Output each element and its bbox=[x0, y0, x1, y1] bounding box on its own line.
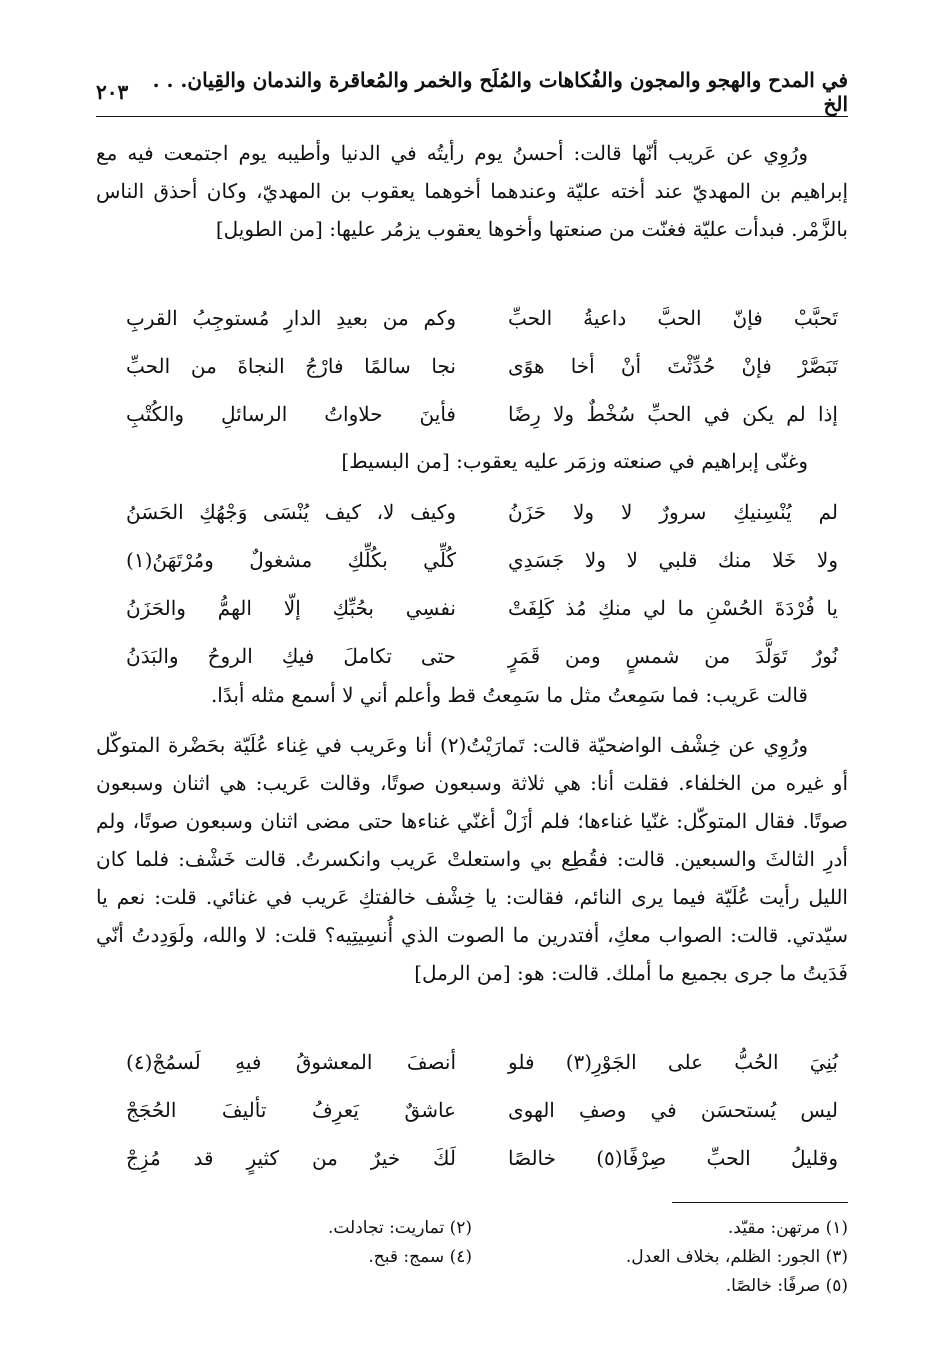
footnote: (٣) الجور: الظلم، بخلاف العدل. bbox=[625, 1247, 848, 1267]
header-title: في المدح والهجو والمجون والفُكاهات والمُلَح والخمر والمُعاقرة والندمان والقِيان. . . الخ bbox=[152, 68, 848, 116]
verse-first-hemistich: ليس يُستحسَن في وصفِ الهوى bbox=[508, 1098, 838, 1122]
verse-first-hemistich: بُنِيَ الحُبُّ على الجَوْرِ(٣) فلو bbox=[508, 1050, 838, 1074]
verse-line bbox=[96, 390, 848, 438]
footnote-rule bbox=[672, 1202, 848, 1203]
verse-line bbox=[96, 584, 848, 632]
footnote-row bbox=[96, 1243, 848, 1272]
verse-first-hemistich: تَحبَّبْ فإنّ الحبَّ داعيةُ الحبِّ bbox=[508, 306, 838, 330]
paragraph-3: قالت عَريب: فما سَمِعتُ مثل ما سَمِعتُ قط وأعلم أني لا أسمع مثله أبدًا. bbox=[210, 683, 808, 707]
verse-second-hemistich: لَكَ خيرٌ من كثيرٍ قد مُزِجْ bbox=[126, 1146, 456, 1170]
paragraph-4: ورُوِي عن خِشْف الواضحيّة قالت: تَمارَيْتُ(٢) أنا وعَريب في غِناء عُلَيّة بحَضْرة المتوكّل أو غيره من الخلفاء. فقلت أنا: هي ثلاثة وسبعون صوتًا، وقالت عَريب: هي اثنان وسبعون صوتًا. فقال المتوكّل: غنّيا غناءها؛ فلم أزَلْ أغنّي غناءها حتى مضى اثنان وسبعون صوتًا، ولم أدرِ الثالثَ والسبعين. قالت: فقُطِع بي واستعلتْ عَريب وانكسرتُ. قالت خَشْف: فلما كان الليل رأيت عُلَيّة فيما يرى النائم، فقالت: يا خِشْف خالفتكِ عَريب في غنائي. قلت: نعم يا سيّدتي. قالت: الصواب معكِ، أفتدرين ما الصوت الذي أُنسِيتِيه؟ قلت: لا والله، ولَوَدِدتُ أنّي فَدَيتُ ما جرى بجميع ما أملك. قالت: هو: [من الرمل] bbox=[96, 733, 848, 985]
verse-second-hemistich: نجا سالمًا فارْجُ النجاةَ من الحبِّ bbox=[126, 354, 456, 378]
verse-line bbox=[96, 1086, 848, 1134]
verse-second-hemistich: أنصفَ المعشوقُ فيهِ لَسمُجْ(٤) bbox=[126, 1050, 456, 1074]
verse-second-hemistich: وكم من بعيدِ الدارِ مُستوجِبُ القربِ bbox=[126, 306, 456, 330]
verse-first-hemistich: نُورٌ تَوَلَّدَ من شمسٍ ومن قَمَرٍ bbox=[508, 644, 838, 668]
verse-line bbox=[96, 342, 848, 390]
footnote: (٢) تماريت: تجادلت. bbox=[327, 1218, 472, 1238]
verse-line bbox=[96, 1134, 848, 1182]
verse-second-hemistich: نفسِي بحُبِّكِ إلّا الهمُّ والحَزَنُ bbox=[126, 596, 456, 620]
footnote-row bbox=[96, 1214, 848, 1243]
verse-first-hemistich: إذا لم يكن في الحبِّ سُخْطٌ ولا رِضًا bbox=[508, 402, 838, 426]
paragraph-1: ورُوِي عن عَريب أنّها قالت: أحسنُ يوم رأيتُه في الدنيا وأطيبه يوم اجتمعت فيه مع إبراهيم بن المهديّ عند أخته عليّة وعندهما أخوهما يعقوب بن المهديّ، وكان أحذق الناس بالزَّمْر. فبدأت عليّة فغنّت من صنعتها وأخوها يعقوب يزمُر عليها: [من الطويل] bbox=[96, 141, 849, 241]
verse-first-hemistich: لم يُنْسِنيكِ سرورٌ لا ولا حَزَنُ bbox=[508, 500, 838, 524]
poem-3 bbox=[96, 1038, 848, 1182]
verse-line bbox=[96, 536, 848, 584]
book-page bbox=[96, 68, 849, 1312]
verse-line bbox=[96, 632, 848, 680]
verse-second-hemistich: وكيف لا، كيف يُنْسَى وَجْهُكِ الحَسَنُ bbox=[126, 500, 456, 524]
poem-1 bbox=[96, 294, 848, 438]
verse-line bbox=[96, 294, 848, 342]
footnote: (٤) سمج: قبح. bbox=[368, 1247, 472, 1267]
footnotes bbox=[96, 1214, 848, 1301]
verse-first-hemistich: تَبَصَّرْ فإنْ حُدِّثْتَ أنْ أخا هوًى bbox=[508, 354, 838, 378]
footnote bbox=[96, 1272, 472, 1301]
footnote: (١) مرتهن: مقيّد. bbox=[727, 1218, 848, 1238]
verse-first-hemistich: ولا خَلا منك قلبي لا ولا جَسَدِي bbox=[508, 548, 838, 572]
verse-line bbox=[96, 1038, 848, 1086]
poem-2 bbox=[96, 488, 848, 680]
running-header bbox=[96, 68, 848, 116]
verse-line bbox=[96, 488, 848, 536]
header-rule bbox=[96, 116, 848, 117]
verse-second-hemistich: كُلِّي بكُلِّكِ مشغولٌ ومُرْتَهَنُ(١) bbox=[126, 548, 456, 572]
verse-second-hemistich: حتى تكاملَ فيكِ الروحُ والبَدَنُ bbox=[126, 644, 456, 668]
verse-second-hemistich: عاشقٌ يَعرِفُ تأليفَ الحُجَجْ bbox=[126, 1098, 456, 1122]
footnote: (٥) صرفًا: خالصًا. bbox=[725, 1276, 848, 1296]
page-number: ٢٠٣ bbox=[96, 80, 129, 104]
verse-first-hemistich: وقليلُ الحبِّ صِرْفًا(٥) خالصًا bbox=[508, 1146, 838, 1170]
verse-second-hemistich: فأينَ حلاواتُ الرسائلِ والكُتْبِ bbox=[126, 402, 456, 426]
paragraph-2: وغنّى إبراهيم في صنعته وزمَر عليه يعقوب: [من البسيط] bbox=[341, 449, 808, 473]
verse-first-hemistich: يا فُرْدَةَ الحُسْنِ ما لي منكِ مُذ كَلِفَتْ bbox=[508, 596, 838, 620]
footnote-row bbox=[96, 1272, 848, 1301]
